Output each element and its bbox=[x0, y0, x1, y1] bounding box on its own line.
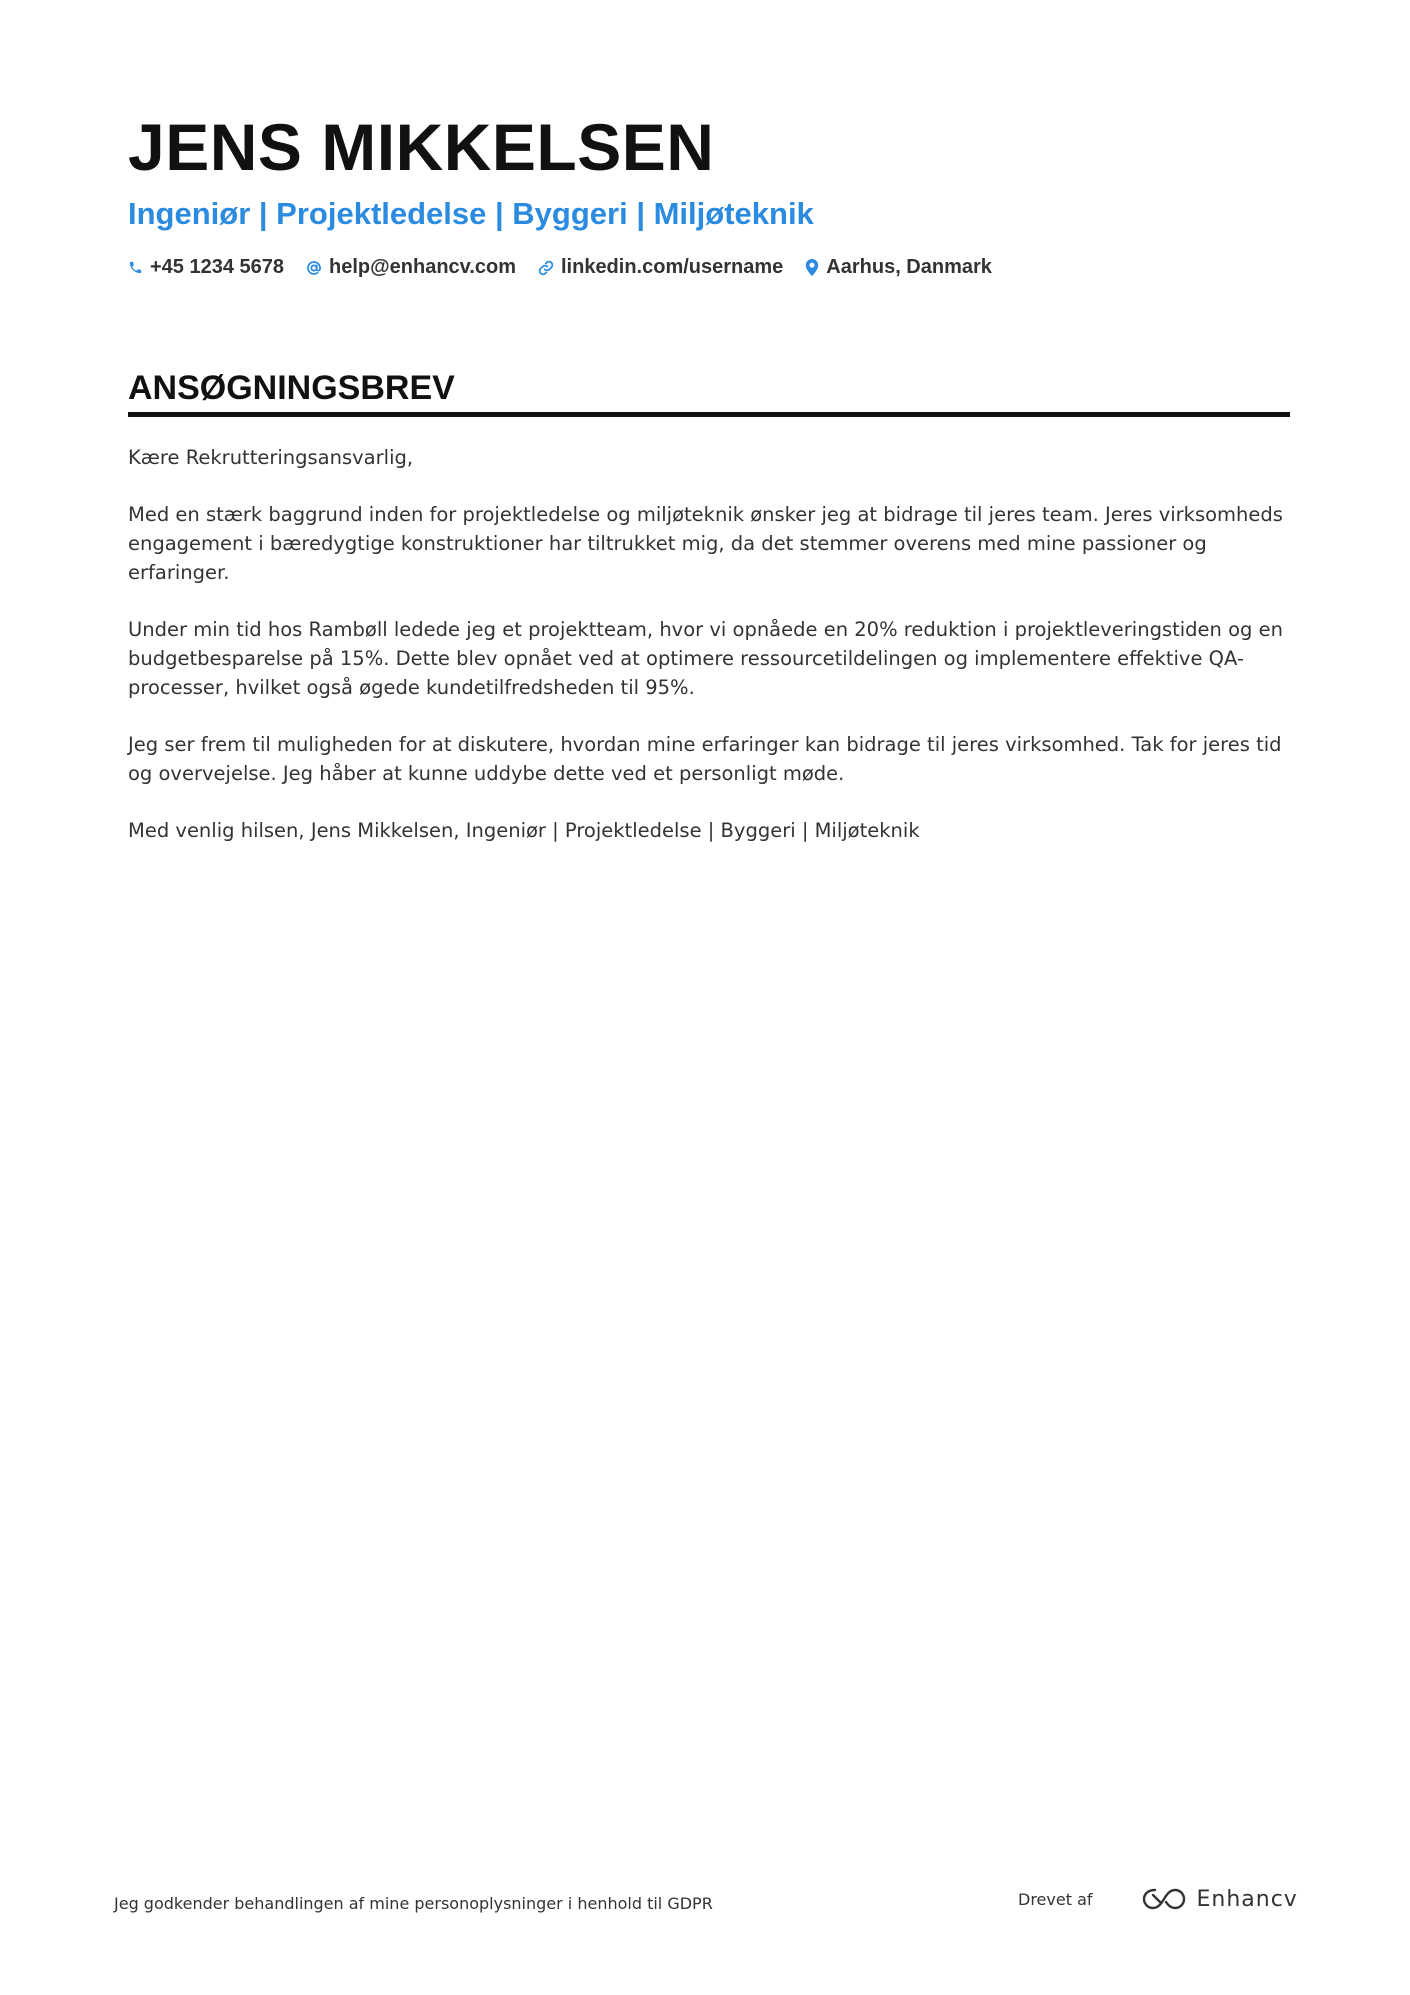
phone-icon bbox=[128, 260, 143, 275]
letter-paragraph: Jeg ser frem til muligheden for at diskutere, hvordan mine erfaringer kan bidrage til jeres virksomhed. Tak for jeres tid og overvejelse. Jeg håber at kunne uddybe dette ved et personligt møde. bbox=[128, 733, 1282, 785]
applicant-name: JENS MIKKELSEN bbox=[128, 110, 715, 184]
enhancv-logo[interactable] bbox=[1141, 1886, 1298, 1912]
section-title: ANSØGNINGSBREV bbox=[128, 369, 455, 407]
contact-bar bbox=[128, 256, 1290, 279]
letter-body bbox=[128, 443, 1290, 845]
link-icon bbox=[538, 260, 554, 276]
contact-email[interactable] bbox=[306, 256, 516, 279]
contact-phone bbox=[128, 256, 284, 279]
contact-location bbox=[805, 256, 992, 279]
section-divider bbox=[128, 412, 1290, 417]
at-icon bbox=[306, 260, 322, 276]
footer-branding bbox=[1018, 1886, 1298, 1912]
applicant-title: Ingeniør | Projektledelse | Byggeri | Miljøteknik bbox=[128, 196, 814, 231]
letter-paragraph: Med en stærk baggrund inden for projektledelse og miljøteknik ønsker jeg at bidrage til jeres team. Jeres virksomheds engagement i bæredygtige konstruktioner har tiltrukket mig, da det stemmer overens med mine passioner og erfaringer. bbox=[128, 503, 1283, 584]
brand-name: Enhancv bbox=[1196, 1886, 1298, 1912]
location-pin-icon bbox=[805, 259, 819, 276]
contact-linkedin-text: linkedin.com/username bbox=[560, 256, 784, 278]
contact-location-text: Aarhus, Danmark bbox=[826, 256, 992, 278]
letter-greeting: Kære Rekrutteringsansvarlig, bbox=[128, 446, 414, 469]
cover-letter-section bbox=[128, 366, 1290, 873]
contact-email-text: help@enhancv.com bbox=[329, 256, 516, 278]
contact-linkedin[interactable] bbox=[538, 256, 783, 279]
letter-paragraph: Under min tid hos Rambøll ledede jeg et projektteam, hvor vi opnåede en 20% reduktion i projektleveringstiden og en budgetbesparelse på 15%. Dette blev opnået ved at optimere ressourcetildelingen og implementere effektive QA-processer, hvilket også øgede kundetilfredsheden til 95%. bbox=[128, 618, 1283, 699]
contact-phone-text: +45 1234 5678 bbox=[150, 256, 285, 278]
header bbox=[128, 108, 1290, 279]
letter-closing: Med venlig hilsen, Jens Mikkelsen, Ingeniør | Projektledelse | Byggeri | Miljøteknik bbox=[128, 819, 920, 842]
enhancv-logo-icon bbox=[1141, 1886, 1187, 1912]
powered-by-label: Drevet af bbox=[1018, 1889, 1093, 1909]
gdpr-consent: Jeg godkender behandlingen af mine personoplysninger i henhold til GDPR bbox=[114, 1894, 713, 1913]
